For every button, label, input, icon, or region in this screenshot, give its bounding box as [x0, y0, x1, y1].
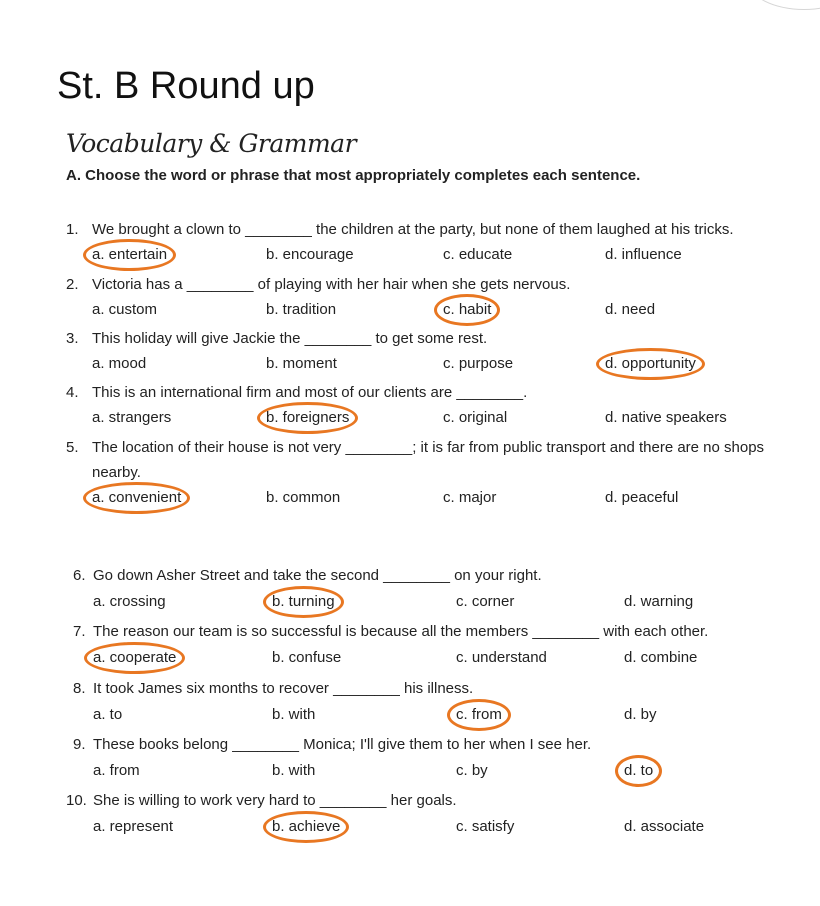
- answer-option: c. by: [456, 762, 488, 779]
- question-text-continued: nearby.: [92, 464, 141, 481]
- answer-option: a. crossing: [93, 593, 166, 610]
- question-text: These books belong ________ Monica; I'll give them to her when I see her.: [93, 736, 592, 753]
- question-number: 8.: [73, 680, 86, 697]
- answer-option: b. common: [266, 489, 341, 506]
- answer-option: b. encourage: [266, 246, 354, 263]
- question-text: This holiday will give Jackie the ________ to get some rest.: [92, 330, 488, 347]
- answer-option: c. original: [443, 409, 508, 426]
- answer-option: a. from: [93, 762, 140, 779]
- answer-circle-mark: [596, 348, 705, 380]
- answer-option: d. need: [605, 301, 656, 318]
- answer-circle-mark: [447, 699, 511, 731]
- answer-option: d. peaceful: [605, 489, 679, 506]
- question-number: 6.: [73, 567, 86, 584]
- question-text: The location of their house is not very ________; it is far from public transport and there are no shops: [92, 439, 765, 456]
- answer-option: b. tradition: [266, 301, 337, 318]
- question-number: 1.: [66, 221, 79, 238]
- answer-option-selected: b. foreigners: [266, 409, 350, 426]
- corner-decoration: [748, 0, 820, 10]
- answer-option-selected: c. habit: [443, 301, 492, 318]
- answer-option-selected: b. turning: [272, 593, 335, 610]
- answer-option: d. influence: [605, 246, 682, 263]
- answer-option-selected: a. entertain: [92, 246, 168, 263]
- answer-option: c. purpose: [443, 355, 514, 372]
- instruction-text: A. Choose the word or phrase that most appropriately completes each sentence.: [66, 167, 641, 184]
- question-number: 4.: [66, 384, 79, 401]
- answer-option: c. corner: [456, 593, 515, 610]
- question-number: 7.: [73, 623, 86, 640]
- answer-option: c. satisfy: [456, 818, 515, 835]
- answer-option: a. represent: [93, 818, 174, 835]
- answer-option: b. moment: [266, 355, 337, 372]
- section-heading: Vocabulary & Grammar: [66, 129, 357, 158]
- answer-option-selected: b. achieve: [272, 818, 341, 835]
- answer-circle-mark: [263, 811, 349, 843]
- answer-circle-mark: [84, 642, 185, 674]
- answer-option: d. warning: [624, 593, 694, 610]
- answer-option-selected: a. convenient: [92, 489, 182, 506]
- question-number: 2.: [66, 276, 79, 293]
- question-number: 3.: [66, 330, 79, 347]
- answer-option: a. mood: [92, 355, 147, 372]
- answer-option-selected: c. from: [456, 706, 502, 723]
- question-number: 5.: [66, 439, 79, 456]
- question-text: Victoria has a ________ of playing with her hair when she gets nervous.: [92, 276, 571, 293]
- page-title: St. B Round up: [57, 65, 315, 107]
- answer-circle-mark: [83, 239, 176, 271]
- answer-option-selected: d. to: [624, 762, 654, 779]
- question-text: The reason our team is so successful is because all the members ________ with each other.: [93, 623, 709, 640]
- answer-circle-mark: [257, 402, 358, 434]
- answer-option: b. confuse: [272, 649, 342, 666]
- answer-option: d. by: [624, 706, 657, 723]
- answer-option: c. understand: [456, 649, 547, 666]
- question-text: It took James six months to recover ________ his illness.: [93, 680, 474, 697]
- question-number: 9.: [73, 736, 86, 753]
- answer-option: d. associate: [624, 818, 705, 835]
- question-text: She is willing to work very hard to ________ her goals.: [93, 792, 457, 809]
- answer-option: c. educate: [443, 246, 513, 263]
- answer-option-selected: d. opportunity: [605, 355, 696, 372]
- answer-option: a. custom: [92, 301, 158, 318]
- question-text: This is an international firm and most of our clients are ________.: [92, 384, 528, 401]
- answer-option: b. with: [272, 706, 316, 723]
- question-text: Go down Asher Street and take the second ________ on your right.: [93, 567, 542, 584]
- answer-circle-mark: [83, 482, 190, 514]
- answer-circle-mark: [263, 586, 344, 618]
- answer-option-selected: a. cooperate: [93, 649, 177, 666]
- answer-option: d. native speakers: [605, 409, 727, 426]
- question-number: 10.: [66, 792, 87, 809]
- answer-option: d. combine: [624, 649, 698, 666]
- question-text: We brought a clown to ________ the children at the party, but none of them laughed at his tricks.: [92, 221, 734, 238]
- answer-option: c. major: [443, 489, 497, 506]
- answer-option: b. with: [272, 762, 316, 779]
- answer-option: a. strangers: [92, 409, 172, 426]
- answer-circle-mark: [615, 755, 662, 787]
- answer-option: a. to: [93, 706, 123, 723]
- answer-circle-mark: [434, 294, 500, 326]
